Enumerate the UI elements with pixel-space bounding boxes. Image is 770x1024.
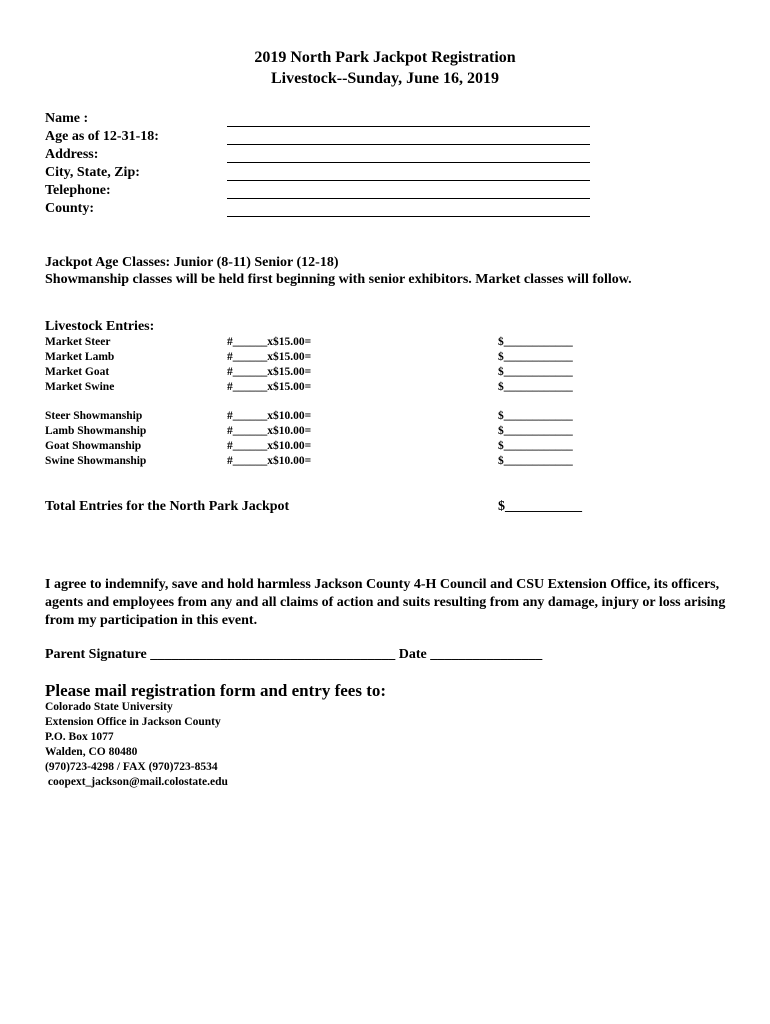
- entry-name: Market Steer: [45, 336, 111, 348]
- form-title: 2019 North Park Jackpot Registration: [254, 49, 516, 66]
- county-field: [45, 200, 590, 218]
- entry-row: [45, 454, 590, 469]
- entry-quantity-blank[interactable]: #______x$10.00=: [227, 440, 312, 452]
- address-blank-line[interactable]: [227, 162, 590, 163]
- age-classes-text: Jackpot Age Classes: Junior (8-11) Senior (12-18): [45, 255, 339, 270]
- form-subtitle: Livestock--Sunday, June 16, 2019: [270, 70, 500, 87]
- entry-row: [45, 365, 590, 380]
- entry-name: Market Lamb: [45, 351, 115, 363]
- entry-row: [45, 439, 590, 454]
- address-line: Walden, CO 80480: [45, 746, 138, 758]
- entry-quantity-blank[interactable]: #______x$10.00=: [227, 410, 312, 422]
- age-label: Age as of 12-31-18:: [45, 129, 159, 144]
- city-state-zip-label: City, State, Zip:: [45, 165, 140, 180]
- telephone-label: Telephone:: [45, 183, 111, 198]
- entry-row: [45, 409, 590, 424]
- signature-date-line[interactable]: Parent Signature ___________________________________ Date ________________: [45, 647, 543, 662]
- age-blank-line[interactable]: [227, 144, 590, 145]
- entry-quantity-blank[interactable]: #______x$15.00=: [227, 366, 312, 378]
- entry-row: [45, 350, 590, 365]
- total-entries-label: Total Entries for the North Park Jackpot: [45, 499, 290, 514]
- entry-amount-blank[interactable]: $____________: [498, 336, 573, 348]
- entry-amount-blank[interactable]: $____________: [498, 425, 573, 437]
- entry-row: [45, 335, 590, 350]
- telephone-blank-line[interactable]: [227, 198, 590, 199]
- name-field: [45, 110, 590, 128]
- entry-quantity-blank[interactable]: #______x$15.00=: [227, 336, 312, 348]
- county-label: County:: [45, 201, 95, 216]
- city-state-zip-blank-line[interactable]: [227, 180, 590, 181]
- entries-heading: Livestock Entries:: [45, 319, 155, 334]
- entry-name: Steer Showmanship: [45, 410, 143, 422]
- entry-name: Swine Showmanship: [45, 455, 147, 467]
- entry-row: [45, 380, 590, 395]
- address-field: [45, 146, 590, 164]
- total-entries-row: [45, 497, 590, 517]
- entry-amount-blank[interactable]: $____________: [498, 410, 573, 422]
- entry-name: Goat Showmanship: [45, 440, 142, 452]
- total-amount-blank[interactable]: $___________: [498, 499, 582, 514]
- entry-amount-blank[interactable]: $____________: [498, 455, 573, 467]
- address-line: P.O. Box 1077: [45, 731, 114, 743]
- entry-name: Lamb Showmanship: [45, 425, 147, 437]
- age-field: [45, 128, 590, 146]
- city-state-zip-field: [45, 164, 590, 182]
- email-address[interactable]: coopext_jackson@mail.colostate.edu: [45, 776, 228, 788]
- entry-amount-blank[interactable]: $____________: [498, 366, 573, 378]
- entry-quantity-blank[interactable]: #______x$15.00=: [227, 381, 312, 393]
- name-blank-line[interactable]: [227, 126, 590, 127]
- entry-quantity-blank[interactable]: #______x$10.00=: [227, 455, 312, 467]
- entry-row: [45, 424, 590, 439]
- entry-name: Market Goat: [45, 366, 110, 378]
- telephone-field: [45, 182, 590, 200]
- address-label: Address:: [45, 147, 99, 162]
- county-blank-line[interactable]: [227, 216, 590, 217]
- indemnity-agreement: I agree to indemnify, save and hold harmless Jackson County 4-H Council and CSU Extension Office, its officers, agents and employees from any and all claims of action and suits resulting from any damage, injury or loss arising from my participation in this event.: [45, 577, 726, 628]
- entry-name: Market Swine: [45, 381, 115, 393]
- entry-amount-blank[interactable]: $____________: [498, 381, 573, 393]
- name-label: Name :: [45, 111, 89, 126]
- address-line: Colorado State University: [45, 701, 173, 713]
- entry-quantity-blank[interactable]: #______x$10.00=: [227, 425, 312, 437]
- entry-amount-blank[interactable]: $____________: [498, 440, 573, 452]
- mailing-heading: Please mail registration form and entry fees to:: [45, 681, 387, 700]
- address-line: Extension Office in Jackson County: [45, 716, 221, 728]
- phone-fax-line: (970)723-4298 / FAX (970)723-8534: [45, 761, 218, 773]
- entry-amount-blank[interactable]: $____________: [498, 351, 573, 363]
- entry-quantity-blank[interactable]: #______x$15.00=: [227, 351, 312, 363]
- showmanship-note: Showmanship classes will be held first beginning with senior exhibitors. Market classes will follow.: [45, 272, 632, 287]
